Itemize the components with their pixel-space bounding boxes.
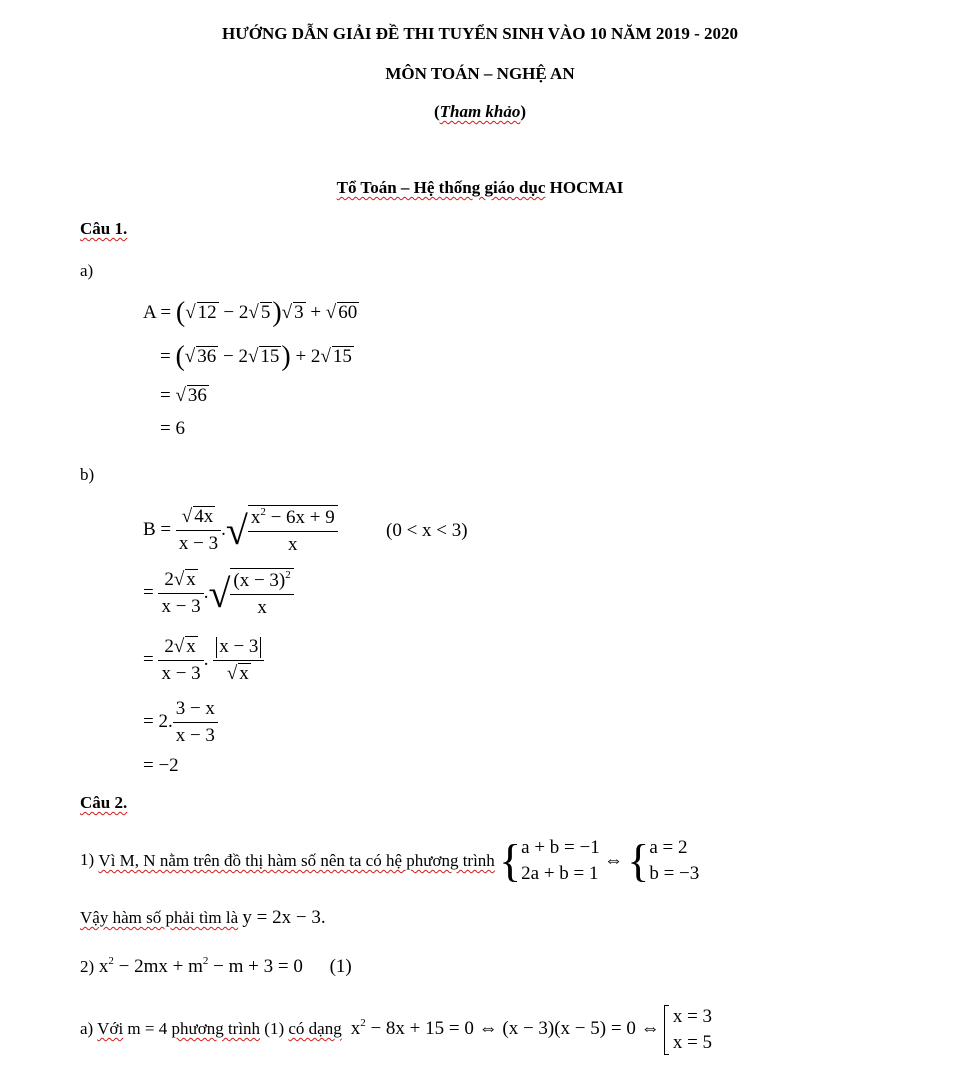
subject-line: MÔN TOÁN – NGHỆ AN	[385, 64, 575, 83]
system-of-equations-2: a = 2 b = −3	[649, 837, 700, 884]
document-title: HƯỚNG DẪN GIẢI ĐỀ THI TUYỂN SINH VÀO 10 NĂM 2019 - 2020	[221, 24, 739, 43]
cau2-part-a: a) Với m = 4 phương trình (1) có dạng $x^2 - 8x + 15 = 0$ ⇔ (x − 3)(x − 5) = 0 ⇔ x = 3 x = 5	[80, 1004, 712, 1056]
cau1-b-line-3: = $\frac{2√ x}{x - 3}$ . $\frac{x - 3}{√ x}$	[143, 636, 264, 685]
cau1-a-line-1: A = (√ 12 − 2√ 5)√ 3 + √ 60	[143, 297, 358, 328]
cau1-b-condition: (0 < x < 3)	[386, 520, 468, 541]
cau1-b-line-1: B = $\frac{√ 4x}{x - 3}$ .√ $\frac{x^2 - 6x + 9}{x}$	[143, 505, 338, 556]
root-bracket	[664, 1005, 669, 1055]
cau1-part-b-label: b)	[80, 465, 95, 484]
cau2-part-1: 1) Vì M, N nằm trên đồ thị hàm số nên ta có hệ phương trình { a + b = −1 2a + b = 1 ⇔ { a = 2 b = −3	[80, 835, 700, 886]
cau1-b-line-4: = 2. $\frac{3 - x}{x - 3}$	[143, 698, 218, 747]
cau1-a-line-3: = √ 36	[160, 385, 207, 406]
reference-note-text: Tham khảo	[439, 102, 521, 121]
reference-note: (Tham khảo)	[433, 102, 527, 121]
cau2-heading: Câu 2.	[80, 793, 128, 812]
cau1-a-line-2: = (√ 36 − 2√ 15) + 2√ 15	[160, 341, 352, 372]
author-line: Tổ Toán – Hệ thống giáo dục HOCMAI	[336, 178, 624, 197]
cau2-part-2: 2) $x^2 - 2mx + m^2 - m + 3 = 0$ (1)	[80, 955, 352, 977]
cau1-b-line-2: = $\frac{2√ x}{x - 3}$ .√ $\frac{(x - 3)^2}{x}$	[143, 568, 294, 619]
roots: x = 3 x = 5	[672, 1006, 713, 1053]
cau2-conclusion: Vậy hàm số phải tìm là y = 2x − 3.	[80, 907, 326, 928]
cau1-heading: Câu 1.	[80, 219, 128, 238]
system-of-equations-1: a + b = −1 2a + b = 1	[521, 837, 600, 884]
cau1-part-a-label: a)	[80, 261, 94, 280]
cau1-b-final: = −2	[143, 755, 179, 776]
cau1-a-line-4: = 6	[160, 418, 185, 439]
cau2-part-1-text: Vì M, N nằm trên đồ thị hàm số nên ta có hệ phương trình	[98, 851, 495, 870]
quadratic-m4: $x^2 - 8x + 15 = 0$ ⇔ (x − 3)(x − 5) = 0 ⇔	[345, 1016, 660, 1039]
